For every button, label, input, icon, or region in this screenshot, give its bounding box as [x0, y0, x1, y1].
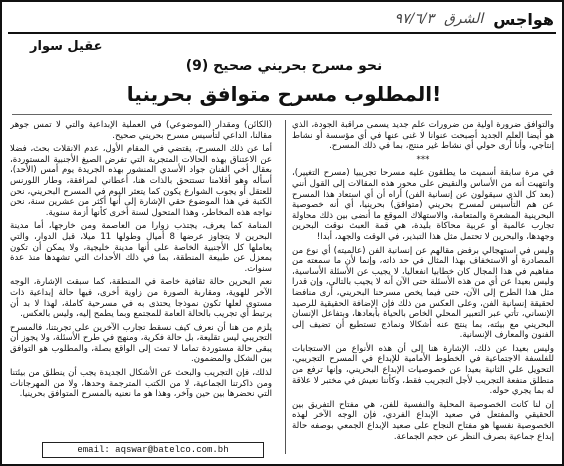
column-section-title: هواجس — [493, 9, 554, 29]
author-email: email: aqswar@batelco.com.bh — [42, 442, 264, 458]
paragraph: أما عن ذلك المسرح، يقتضي في المقام الأول، عدم الانقلات بحث، فضلا عن الاعتناق بهذه الحالات المتجربة التي تفرض الصيغ الأجنبية المستوردة، بعقال أخي الفنان جواد الأسدي المنشور بهذه الجريدة يوم أمس (الأحد)، أسأله وهو أقلامنا تستتحق بالذات هنا، أعطاني لمرافقة، وطار اللورنس للعتقل أو يجوب الشوارع يكون كما يتعثر اليوم في المسرح البحريني، نحن الكتبة في هذا الموضوع حقي الإشارة إلى أنها أكثر من عشرين سنة، نحن نواجه هذه المخاطر، وهذا المتحول لسنة أخرى كأنها أزمة سنوية. — [10, 144, 272, 218]
top-rule — [8, 32, 556, 34]
headline-rule — [12, 114, 552, 115]
headline: المطلوب مسرح متوافق بحرينيا! — [126, 82, 442, 106]
paragraph: والتوافق ضرورة أولية من ضرورات علم جديد يسمى مراقبة الجودة، الذي هو أيضا العلم الجديد أصبحت عنوانا لا غنى عنها في أي مؤسسة أو نشاط إنتاجي، وأنا أرى حولي أي نشاط غير منتج، بما في ذلك المسرح. — [292, 120, 554, 152]
date-handwritten: ٩٧/٦/٣ — [394, 11, 434, 27]
author-name: عقيل سوار — [30, 39, 103, 54]
paragraph: (الكائن) ومقدار (الموضوعي) في العملية الإبداعية والتي لا تمس جوهر مقالنا، الداعي لتأسيس مسرح بحريني صحيح. — [10, 120, 272, 141]
paragraph: إن لنا كانت الخصوصية المحلية والنفسية للفن، هي مفتاح التفريق بين الحقيقي والمفتعل في صعيد الإبداع الفردي، فإن الوجه الآخر لهذه الخصوصية نفسها هو مفتاح النجاح على صعيد الإبداع الجمعي بوصفه حالة إبداع جماعية بصرف النظر عن حجم الجماعة. — [292, 399, 554, 442]
right-column — [292, 120, 554, 454]
paragraph: لذلك، فإن التجريب والبحث عن الأشكال الجديدة يجب أن ينطلق من بيئتنا ومن ذاكرتنا الجماعية، لا من الكتب المترجمة وحدها، ولا من المهرجانات التي نحضرها بين حين وآخر، وهذا هو ما نعنيه بالمسرح المتوافق بحرينيا. — [10, 368, 272, 400]
paragraph: وليس بعيدا عن ذلك، الإشارة هنا إلى أن هذه الأنواع من الاستجابات للفلسفة الاجتماعية في الخطوط الأمامية للإبداع في المسرح التجريبي، التحويل علي الثانية بعيدا عن خصوصيات الإبداع البحريني، وإنها ترفع من منطلق منفعة التجريب لأجل التجريب فقط، وكأننا نعيش في مختبر لا علاقة له بما يجري حوله. — [292, 343, 554, 397]
left-column — [10, 120, 272, 454]
masthead — [394, 8, 554, 30]
publication-handwritten: الشرق — [444, 11, 484, 27]
kicker: نحو مسرح بحريني صحيح (9) — [185, 58, 383, 74]
section-separator: *** — [416, 154, 430, 165]
paragraph: نعم البحرين حالة ثقافية خاصة في المنطقة، كما سبقت الإشارة، الوجه الآخر للهوية، ومقاربة الصورة من زاوية أخرى، فيها حالة إبداعية ذات مستوى لعلها تكون نموذجا يحتذى به في مسرحية كاملة، لهذا لا بد أن يرتبط أي تجريب بالحالة العامة للمجتمع وبما يطمح إليه، وليس بالعكس. — [10, 277, 272, 320]
paragraph: يلزم من هنا أن نعرف كيف نسقط تجارب الآخرين على تجربتنا، فالمسرح التجريبي ليس تقليعة، بل حالة فكرية، ومنهج في طرح الأسئلة، ولا يجوز أن يبقى حالة مستوردة تماما لا تمت إلى الواقع بصلة، والمطلوب هو التوافق بين الشكل والمضمون. — [10, 322, 272, 365]
column-divider — [285, 120, 286, 454]
paragraph: المنامة كما يعرف، يجتذب زوارا من العاصمة ومن خارجها، أما مدينة البحرين لا يتجاوز عرضها 8 أميال وطولها 11 ميلا، قبل الدوار، والتي يعاملها كل الأجنبية الخاصة على أنها مدينة خليجية، ولا يمكن أن تكون بمعزل عن طبيعة المنطقة، بما في ذلك الأحداث التي تشهدها منذ عدة سنوات. — [10, 221, 272, 274]
paragraph: في مرة سابقة أسميت ما يطلقون عليه مسرحا تجريبيا (مسرح التغيير)، وانتهيت أنه من الأساس والنقيض على محور هذه المقالات إلى القول أنني (بعد كل الذي سيقولون عن إنسانية الفن) أراه أن أي استعاد هذا المسرح عن هم التأسيس لمسرح بحريني (متوافق) بحرينيا، أي أنه خصوصية البحرينية المشعرة والمتعامة، والاستهلاك الموقع ما أنضى بين ذلك محاولة تجارب عالمية أو عربية محاكاة بليدة، هي قمة العبث نوقت البحرين وجهدها، والبحرين لا تحتمل مثل هذا التبذير، في الوقت والجهد، أبدا! — [292, 168, 554, 242]
paragraph: وليس في استهجالي برفض مقالهم عن إنسانية الفن (عالميته) أي نوع من المصادرة أو الاستخفاف بهذا المثال في حد ذاته، وإنما لأن ما سمعته من مفاهيم في هذا المجال كان خطابيا انفعاليا، لا يجيب عن الأسئلة الأساسية، وليس بعيدا عن أي من هذه الأسئلة حتى الآن أنه لا يجيب بالتالي، وإن قدرا مثل هذا الطرح إلى الآن، حتى فيما يخص مسرحنا البحريني، أرى منافضا لحقيقة إنسانية الفن، وعلى العكس من ذلك فإن الإضافة الحقيقية للرصيد الإنساني، تأتي عبر التعبير المحلي الخاص بالحياة بأبعادها، وبتفاعل الإنسان البحريني مع بيئته، بما ينتج عنه أشكالا ونماذج تستطيع أن تضيف إلى الفنون والمعارف الإنسانية. — [292, 245, 554, 341]
article-body — [10, 120, 554, 454]
